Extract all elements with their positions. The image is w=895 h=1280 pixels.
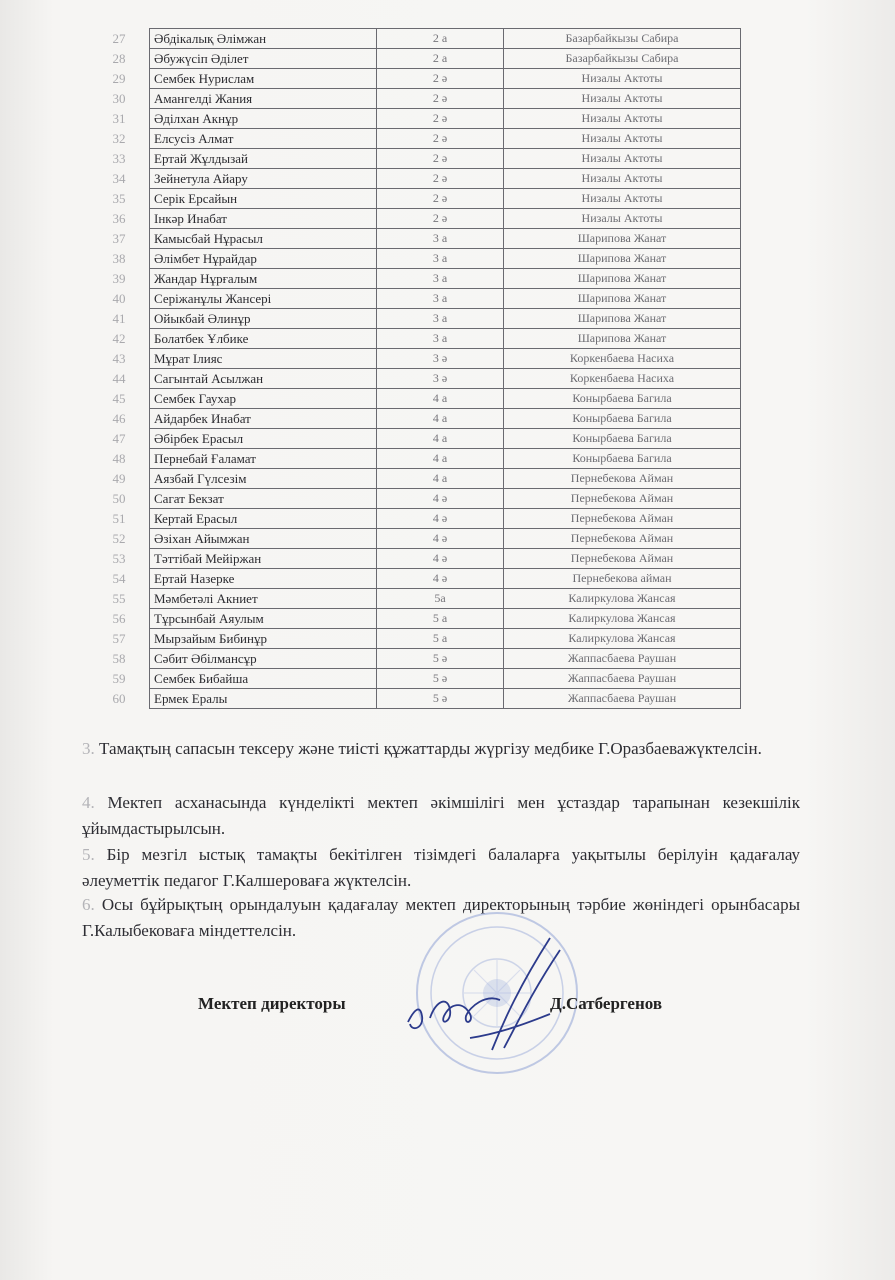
teacher-name: Конырбаева Багила [504,389,741,409]
grade-cell: 3 а [377,309,504,329]
grade-cell: 2 ә [377,129,504,149]
row-number: 32 [89,129,150,149]
student-name: Камысбай Нұрасыл [150,229,377,249]
teacher-name: Коркенбаева Насиха [504,369,741,389]
row-number: 38 [89,249,150,269]
teacher-name: Калиркулова Жансая [504,629,741,649]
grade-cell: 2 а [377,29,504,49]
signature-block [198,988,718,1028]
row-number: 49 [89,469,150,489]
grade-cell: 2 ә [377,69,504,89]
row-number: 42 [89,329,150,349]
table-row [89,169,741,189]
teacher-name: Пернебекова Айман [504,529,741,549]
table-row [89,229,741,249]
grade-cell: 4 а [377,449,504,469]
table-row [89,189,741,209]
table-row [89,349,741,369]
teacher-name: Калиркулова Жансая [504,589,741,609]
teacher-name: Шарипова Жанат [504,329,741,349]
table-row [89,529,741,549]
paragraph-number: 5. [82,845,95,864]
student-name: Ертай Назерке [150,569,377,589]
table-row [89,129,741,149]
paragraph-text: Мектеп асханасында күнделікті мектеп әкімшілігі мен ұстаздар тарапынан кезекшілік ұйымдастырылсын. [82,793,800,838]
teacher-name: Шарипова Жанат [504,309,741,329]
grade-cell: 5 а [377,609,504,629]
teacher-name: Низалы Актоты [504,149,741,169]
student-name: Пернебай Ғаламат [150,449,377,469]
student-name: Ертай Жұлдызай [150,149,377,169]
student-name: Тәттібай Мейіржан [150,549,377,569]
teacher-name: Базарбайкызы Сабира [504,29,741,49]
student-name: Зейнетула Айару [150,169,377,189]
student-name: Сембек Бибайша [150,669,377,689]
grade-cell: 4 а [377,389,504,409]
table-row [89,569,741,589]
row-number: 55 [89,589,150,609]
student-name: Аязбай Гүлсезім [150,469,377,489]
grade-cell: 4 ә [377,569,504,589]
teacher-name: Жаппасбаева Раушан [504,669,741,689]
grade-cell: 3 а [377,329,504,349]
student-name: Кертай Ерасыл [150,509,377,529]
teacher-name: Низалы Актоты [504,69,741,89]
student-name: Әділхан Акнұр [150,109,377,129]
row-number: 41 [89,309,150,329]
teacher-name: Пернебекова айман [504,569,741,589]
table-row [89,389,741,409]
teacher-name: Базарбайкызы Сабира [504,49,741,69]
student-name: Інкәр Инабат [150,209,377,229]
grade-cell: 3 а [377,249,504,269]
teacher-name: Низалы Актоты [504,189,741,209]
director-title: Мектеп директоры [198,994,346,1013]
teacher-name: Конырбаева Багила [504,449,741,469]
student-name: Мырзайым Бибинұр [150,629,377,649]
grade-cell: 4 ә [377,489,504,509]
grade-cell: 3 ә [377,349,504,369]
grade-cell: 4 ә [377,509,504,529]
table-row [89,509,741,529]
table-row [89,489,741,509]
row-number: 31 [89,109,150,129]
student-name: Айдарбек Инабат [150,409,377,429]
row-number: 35 [89,189,150,209]
order-paragraph [82,842,800,894]
grade-cell: 2 ә [377,149,504,169]
teacher-name: Конырбаева Багила [504,409,741,429]
order-paragraph [82,790,800,842]
table-row [89,609,741,629]
grade-cell: 2 ә [377,189,504,209]
student-roster-table [88,28,741,709]
teacher-name: Шарипова Жанат [504,249,741,269]
teacher-name: Пернебекова Айман [504,509,741,529]
grade-cell: 3 а [377,289,504,309]
row-number: 46 [89,409,150,429]
teacher-name: Шарипова Жанат [504,289,741,309]
row-number: 54 [89,569,150,589]
row-number: 58 [89,649,150,669]
row-number: 37 [89,229,150,249]
student-name: Амангелді Жания [150,89,377,109]
grade-cell: 4 а [377,429,504,449]
teacher-name: Пернебекова Айман [504,469,741,489]
grade-cell: 5а [377,589,504,609]
teacher-name: Низалы Актоты [504,129,741,149]
grade-cell: 4 а [377,469,504,489]
table-row [89,149,741,169]
student-name: Сембек Нурислам [150,69,377,89]
order-paragraph [82,736,800,762]
director-name: Д.Сатбергенов [550,994,663,1013]
table-row [89,209,741,229]
row-number: 36 [89,209,150,229]
row-number: 39 [89,269,150,289]
student-name: Ойыкбай Әлинұр [150,309,377,329]
paragraph-text: Бір мезгіл ыстық тамақты бекітілген тізімдегі балаларға уақытылы берілуін қадағалау әлеуметтік педагог Г.Калшероваға жүктелсін. [82,845,801,890]
grade-cell: 4 а [377,409,504,429]
grade-cell: 3 а [377,269,504,289]
row-number: 40 [89,289,150,309]
teacher-name: Низалы Актоты [504,169,741,189]
student-name: Әлімбет Нұрайдар [150,249,377,269]
table-row [89,449,741,469]
table-row [89,29,741,49]
row-number: 33 [89,149,150,169]
student-name: Серіжанұлы Жансері [150,289,377,309]
paragraph-text: Тамақтың сапасын тексеру және тиісті құжаттарды жүргізу медбике Г.Оразбаеважүктелсін. [99,739,762,758]
grade-cell: 2 ә [377,109,504,129]
row-number: 52 [89,529,150,549]
table-row [89,429,741,449]
row-number: 34 [89,169,150,189]
grade-cell: 3 а [377,229,504,249]
row-number: 47 [89,429,150,449]
teacher-name: Калиркулова Жансая [504,609,741,629]
teacher-name: Шарипова Жанат [504,269,741,289]
paragraph-text: Осы бұйрықтың орындалуын қадағалау мектеп директорының тәрбие жөніндегі орынбасары Г.Калыбековаға міндеттелсін. [82,895,800,940]
row-number: 53 [89,549,150,569]
teacher-name: Конырбаева Багила [504,429,741,449]
grade-cell: 5 а [377,629,504,649]
paragraph-number: 4. [82,793,95,812]
table-row [89,49,741,69]
table-row [89,409,741,429]
student-name: Сембек Гаухар [150,389,377,409]
table-row [89,469,741,489]
row-number: 29 [89,69,150,89]
row-number: 60 [89,689,150,709]
student-name: Әбірбек Ерасыл [150,429,377,449]
table-row [89,649,741,669]
table-row [89,289,741,309]
student-name: Елсусіз Алмат [150,129,377,149]
student-name: Болатбек Ұлбике [150,329,377,349]
row-number: 48 [89,449,150,469]
row-number: 51 [89,509,150,529]
table-row [89,629,741,649]
table-row [89,589,741,609]
teacher-name: Низалы Актоты [504,89,741,109]
student-name: Мұрат Ілияс [150,349,377,369]
student-name: Әзіхан Айымжан [150,529,377,549]
teacher-name: Шарипова Жанат [504,229,741,249]
grade-cell: 4 ә [377,529,504,549]
row-number: 45 [89,389,150,409]
grade-cell: 2 ә [377,169,504,189]
table-row [89,669,741,689]
row-number: 57 [89,629,150,649]
table-row [89,549,741,569]
grade-cell: 2 ә [377,209,504,229]
student-name: Сагат Бекзат [150,489,377,509]
table-row [89,109,741,129]
student-name: Сагынтай Асылжан [150,369,377,389]
table-row [89,329,741,349]
student-name: Мәмбетәлі Акниет [150,589,377,609]
teacher-name: Низалы Актоты [504,109,741,129]
row-number: 43 [89,349,150,369]
row-number: 28 [89,49,150,69]
teacher-name: Жаппасбаева Раушан [504,689,741,709]
table-row [89,249,741,269]
paragraph-number: 6. [82,895,95,914]
teacher-name: Пернебекова Айман [504,549,741,569]
row-number: 44 [89,369,150,389]
student-name: Ермек Ералы [150,689,377,709]
grade-cell: 4 ә [377,549,504,569]
row-number: 30 [89,89,150,109]
roster-body [89,29,741,709]
grade-cell: 5 ә [377,669,504,689]
grade-cell: 5 ә [377,649,504,669]
grade-cell: 5 ә [377,689,504,709]
table-row [89,69,741,89]
teacher-name: Низалы Актоты [504,209,741,229]
table-row [89,689,741,709]
teacher-name: Жаппасбаева Раушан [504,649,741,669]
grade-cell: 2 а [377,49,504,69]
grade-cell: 2 ә [377,89,504,109]
row-number: 50 [89,489,150,509]
student-name: Тұрсынбай Аяулым [150,609,377,629]
student-name: Жандар Нұрғалым [150,269,377,289]
student-name: Сәбит Әбілмансұр [150,649,377,669]
row-number: 27 [89,29,150,49]
row-number: 56 [89,609,150,629]
table-row [89,89,741,109]
teacher-name: Пернебекова Айман [504,489,741,509]
row-number: 59 [89,669,150,689]
paragraph-number: 3. [82,739,95,758]
table-row [89,369,741,389]
student-name: Серік Ерсайын [150,189,377,209]
grade-cell: 3 ә [377,369,504,389]
table-row [89,269,741,289]
student-name: Әбдікалық Әлімжан [150,29,377,49]
table-row [89,309,741,329]
teacher-name: Коркенбаева Насиха [504,349,741,369]
student-name: Әбужүсіп Әділет [150,49,377,69]
